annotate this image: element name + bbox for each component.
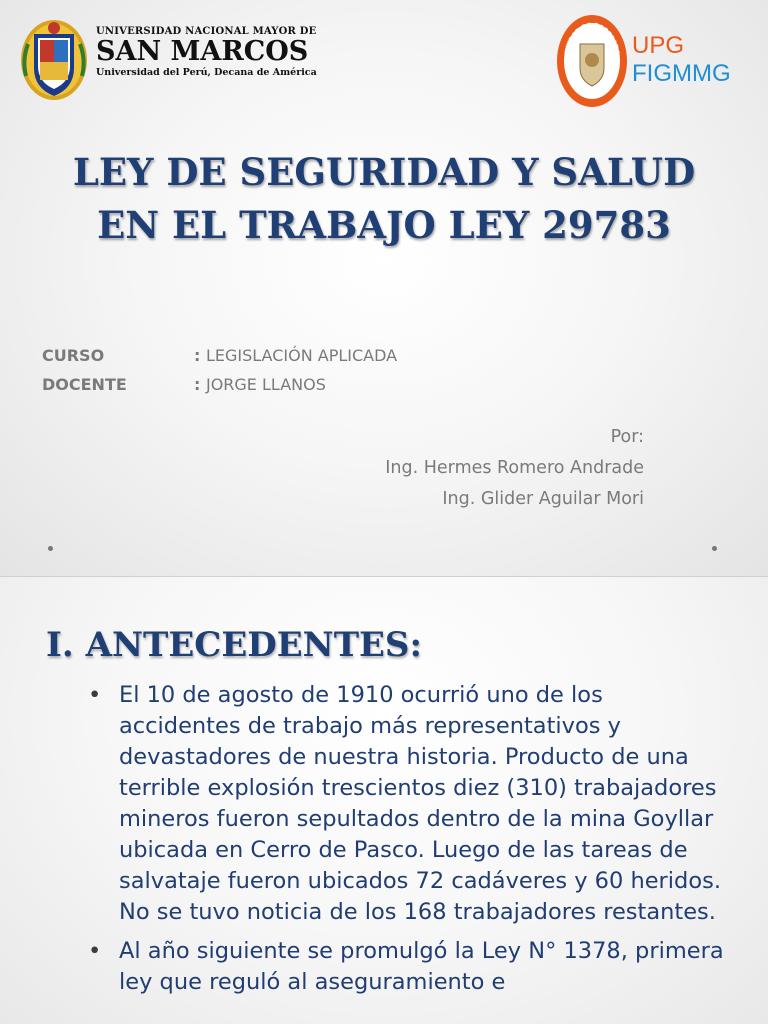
authors-intro: Por: (610, 427, 644, 447)
title-slide: UNIVERSIDAD NACIONAL MAYOR DE SAN MARCOS Universidad del Perú, Decana de América UNIDAD DE POSGRADO UPG FIGMMG LEY DE SEGURIDAD Y SALUD EN EL TRABAJO LEY 29783 CURSO : LEGISLACIÓN APLICADA DOCENTE : JORGE LLANOS Por: Ing. Hermes Romero Andrade Ing. Glider Aguilar Mori (0, 0, 768, 577)
upg-ring-text: UNIDAD DE POSGRADO (563, 21, 621, 56)
unmsm-logo (18, 16, 318, 106)
bullet-icon: • (88, 938, 102, 964)
teacher-label: DOCENTE (42, 375, 127, 394)
upg-figmmg-logo (556, 14, 756, 110)
university-name-line2: SAN MARCOS (96, 36, 309, 67)
decorative-dot (48, 546, 53, 551)
author-name: Ing. Hermes Romero Andrade (385, 458, 644, 478)
upg-seal-icon (556, 14, 628, 108)
content-slide (0, 577, 768, 1024)
unmsm-seal-icon (18, 16, 90, 102)
university-motto: Universidad del Perú, Decana de América (96, 67, 317, 78)
course-label: CURSO (42, 346, 105, 365)
course-value: LEGISLACIÓN APLICADA (205, 346, 398, 365)
list-item (88, 936, 728, 998)
university-name-line1: UNIVERSIDAD NACIONAL MAYOR DE (96, 26, 317, 37)
authors-block (385, 422, 644, 515)
slide-title: LEY DE SEGURIDAD Y SALUD EN EL TRABAJO LEY 29783 (72, 150, 696, 247)
figmmg-label: FIGMMG (632, 60, 731, 87)
bullet-list (88, 680, 728, 1006)
bullet-text: Al año siguiente se promulgó la Ley N° 1378, primera ley que reguló al aseguramiento e (119, 938, 724, 995)
teacher-value: JORGE LLANOS (205, 375, 326, 394)
decorative-dot (712, 546, 717, 551)
section-heading: I. ANTECEDENTES: (46, 625, 423, 665)
list-item (88, 680, 728, 928)
bullet-icon: • (88, 682, 102, 708)
author-name: Ing. Glider Aguilar Mori (442, 489, 644, 509)
upg-label: UPG (632, 32, 685, 59)
bullet-text: El 10 de agosto de 1910 ocurrió uno de los accidentes de trabajo más representativos y devastadores de nuestra historia. Producto de una terrible explosión trescientos diez (310) trabajadores mineros fueron sepultados dentro de la mina Goyllar ubicada en Cerro de Pasco. Luego de las tareas de salvataje fueron ubicados 72 cadáveres y 60 heridos. No se tuvo noticia de los 168 trabajadores restantes. (119, 682, 721, 925)
